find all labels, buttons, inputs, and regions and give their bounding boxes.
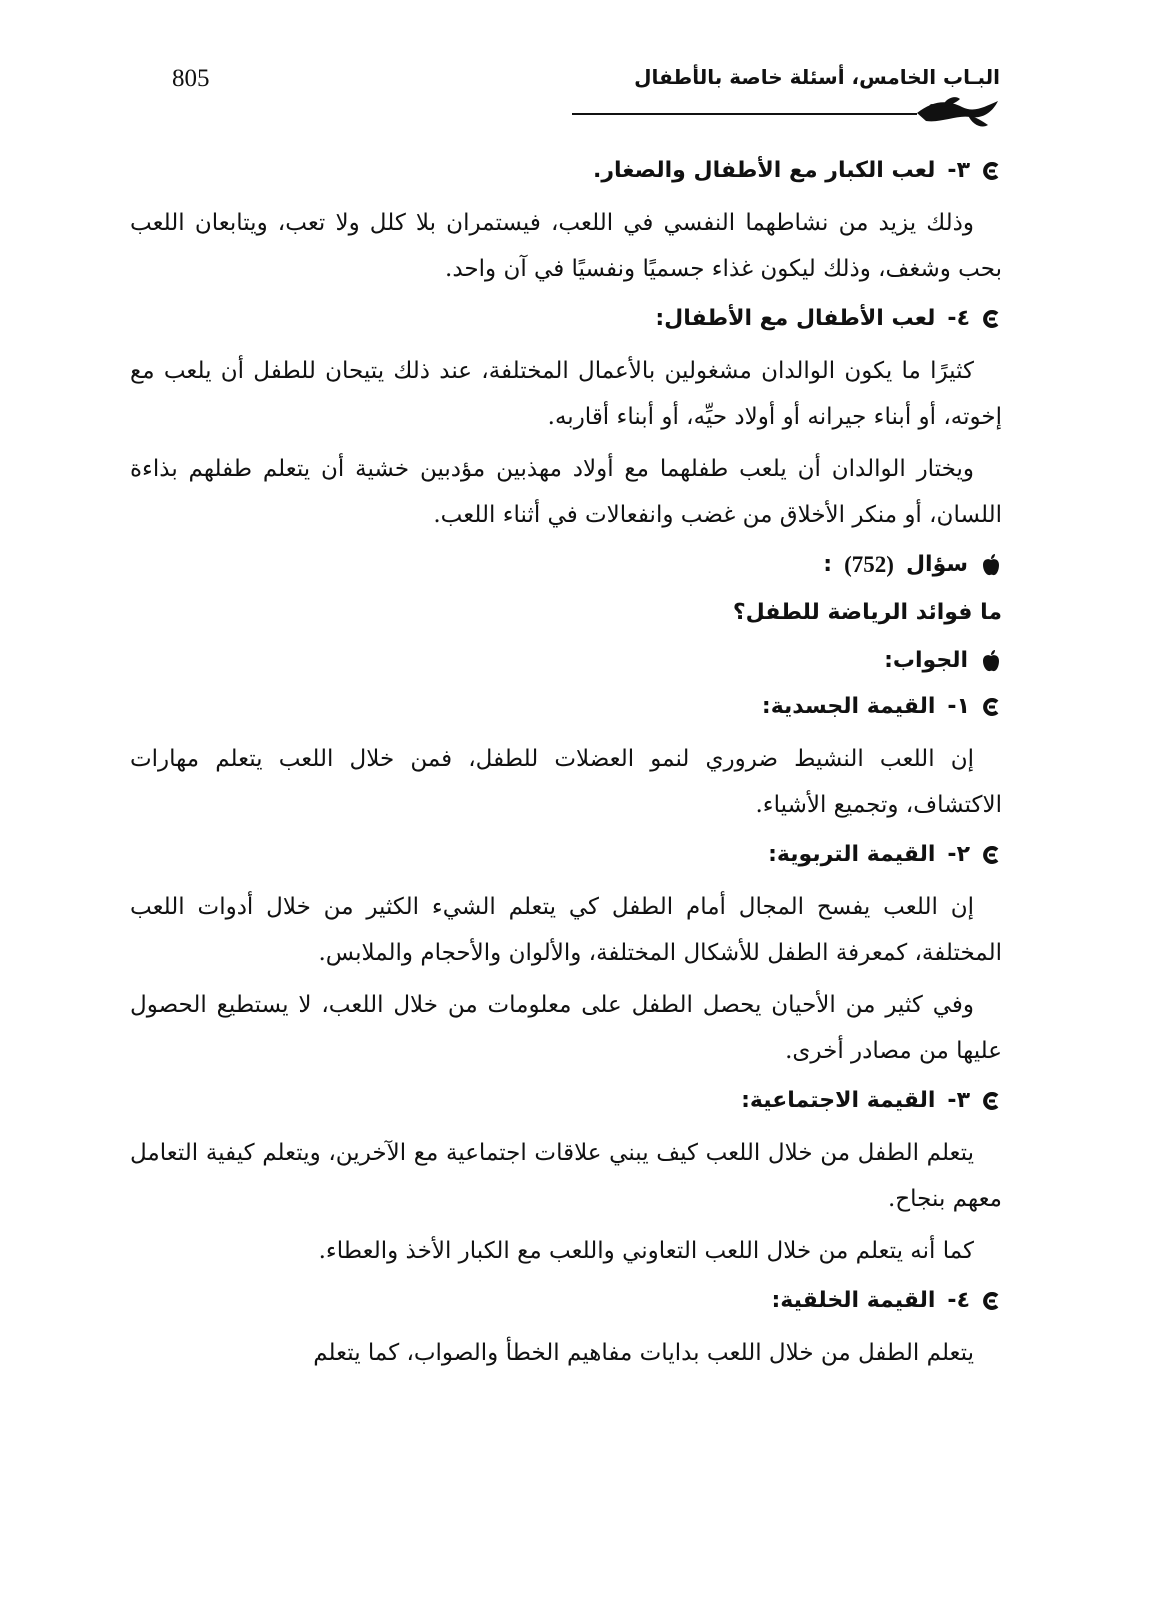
paragraph: يتعلم الطفل من خلال اللعب بدايات مفاهيم الخطأ والصواب، كما يتعلم xyxy=(313,1340,974,1366)
heading-text: القيمة التربوية: xyxy=(768,842,936,867)
section-heading xyxy=(130,1078,1002,1124)
heading-text: لعب الكبار مع الأطفال والصغار. xyxy=(592,158,936,183)
c-bullet-icon xyxy=(982,161,1002,181)
heading-number: ٤- xyxy=(947,306,970,331)
page-header xyxy=(150,55,1012,135)
question-suffix: : xyxy=(823,552,833,577)
paragraph: يتعلم الطفل من خلال اللعب كيف يبني علاقات اجتماعية مع الآخرين، ويتعلم كيفية التعامل معهم بنجاح. xyxy=(130,1140,1002,1212)
question-label: سؤال xyxy=(905,552,968,577)
paragraph: ويختار الوالدان أن يلعب طفلهما مع أولاد مهذبين مؤدبين خشية أن يتعلم طفلهم بذاءة اللسان، أو منكر الأخلاق من غضب وانفعالات في أثناء اللعب. xyxy=(130,456,1002,528)
heading-text: القيمة الخلقية: xyxy=(771,1288,936,1313)
answer-heading xyxy=(130,638,1002,684)
heading-number: ٣- xyxy=(947,158,970,183)
heading-text: لعب الأطفال مع الأطفال: xyxy=(655,306,936,331)
heading-text: القيمة الاجتماعية: xyxy=(741,1088,936,1113)
paragraph: إن اللعب النشيط ضروري لنمو العضلات للطفل، فمن خلال اللعب يتعلم مهارات الاكتشاف، وتجميع الأشياء. xyxy=(130,746,1002,818)
heading-number: ٤- xyxy=(947,1288,970,1313)
page-number: 805 xyxy=(172,65,210,92)
paragraph: وذلك يزيد من نشاطهما النفسي في اللعب، فيستمران بلا كلل ولا تعب، ويتابعان اللعب بحب وشغف، وذلك ليكون غذاء جسميًا ونفسيًا في آن واحد. xyxy=(130,210,1002,282)
heading-number: ٣- xyxy=(947,1088,970,1113)
c-bullet-icon xyxy=(982,1291,1002,1311)
section-heading xyxy=(130,148,1002,194)
header-rule xyxy=(572,113,917,115)
c-bullet-icon xyxy=(982,1091,1002,1111)
answer-label: الجواب: xyxy=(884,648,968,673)
running-title: البـاب الخامس، أسئلة خاصة بالأطفال xyxy=(634,65,1000,89)
apple-icon xyxy=(980,553,1002,577)
c-bullet-icon xyxy=(982,309,1002,329)
question-number: (752) xyxy=(844,552,894,577)
section-heading xyxy=(130,684,1002,730)
paragraph: كما أنه يتعلم من خلال اللعب التعاوني واللعب مع الكبار الأخذ والعطاء. xyxy=(318,1238,974,1264)
question-heading xyxy=(130,542,1002,588)
apple-icon xyxy=(980,649,1002,673)
section-heading xyxy=(130,296,1002,342)
paragraph: إن اللعب يفسح المجال أمام الطفل كي يتعلم الشيء الكثير من خلال أدوات اللعب المختلفة، كمعرفة الطفل للأشكال المختلفة، والألوان والأحجام والملابس. xyxy=(130,894,1002,966)
c-bullet-icon xyxy=(982,697,1002,717)
leaf-ornament-icon xyxy=(912,93,1002,133)
heading-number: ٢- xyxy=(947,842,970,867)
heading-number: ١- xyxy=(947,694,970,719)
paragraph: وفي كثير من الأحيان يحصل الطفل على معلومات من خلال اللعب، لا يستطيع الحصول عليها من مصادر أخرى. xyxy=(130,992,1002,1064)
heading-text: القيمة الجسدية: xyxy=(761,694,936,719)
paragraph: كثيرًا ما يكون الوالدان مشغولين بالأعمال المختلفة، عند ذلك يتيحان للطفل أن يلعب مع إخوته، أو أبناء جيرانه أو أولاد حيِّه، أو أبناء أقاربه. xyxy=(130,358,1002,430)
page-body xyxy=(130,148,1002,1380)
section-heading xyxy=(130,832,1002,878)
c-bullet-icon xyxy=(982,845,1002,865)
question-text: ما فوائد الرياضة للطفل؟ xyxy=(732,600,1002,625)
section-heading xyxy=(130,1278,1002,1324)
